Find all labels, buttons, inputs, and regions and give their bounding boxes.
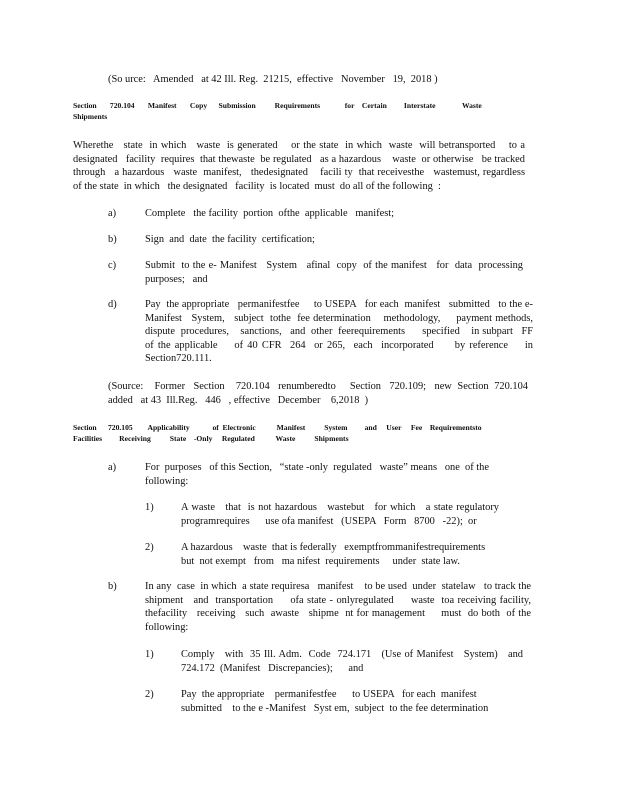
section-720-105-heading-line2: Facilities Receiving State -Only Regulated Waste Shipments	[73, 434, 349, 443]
item-a-text: For purposes of this Section, “state -only regulated waste” means one of the following:	[145, 462, 492, 487]
subitem-b1-text: Comply with 35 Ill. Adm. Code 724.171 (Use of Manifest System) and 724.172 (Manifest Discrepancies); and	[181, 649, 526, 674]
source-note-previous: (So urce: Amended at 42 Ill. Reg. 21215, effective November 19, 2018 )	[108, 74, 438, 85]
subitem-a2-text: A hazardous waste that is federally exemptfrommanifestrequirements but not exempt from ma nifest requirements under state law.	[181, 542, 488, 567]
section-720-104-heading-line1: Section 720.104 Manifest Copy Submission Requirements for Certain Interstate Waste	[73, 101, 482, 110]
section-720-105-heading-line1: Section 720.105 Applicability of Electronic Manifest System and User Fee Requirementsto	[73, 423, 482, 432]
item-b-text: Sign and date the facility certification;	[145, 234, 315, 245]
subitem-a1-text: A waste that is not hazardous wastebut for which a state regulatory programrequires use ofa manifest (USEPA Form 8700 -22); or	[181, 502, 502, 527]
item-b-text: In any case in which a state requiresa manifest to be used under statelaw to track the shipment and transportation ofa state - onlyregulated waste toa receiving facility, thefacility receiving such awaste shipme nt for management must do both of the following:	[145, 581, 537, 633]
subitem-b2-marker: 2)	[145, 689, 154, 700]
item-c-marker: c)	[108, 260, 117, 271]
item-a-marker: a)	[108, 462, 117, 473]
subitem-a1-marker: 1)	[145, 502, 154, 513]
subitem-b1-marker: 1)	[145, 649, 154, 660]
item-d-text: Pay the appropriate permanifestfee to USEPA for each manifest submitted to the e-Manifest System, subject tothe fee determination methodology, payment methods, dispute procedures, sanctions, and other feerequirements specified in subpart FF of the applicable of 40 CFR 264 or 265, each incorporated by reference in Section720.111.	[145, 299, 539, 365]
subitem-a2-marker: 2)	[145, 542, 154, 553]
item-c-text: Submit to the e- Manifest System afinal copy of the manifest for data processing purposes; and	[145, 260, 526, 285]
item-d-marker: d)	[108, 299, 117, 310]
item-a-marker: a)	[108, 208, 117, 219]
item-b-marker: b)	[108, 581, 117, 592]
item-b-marker: b)	[108, 234, 117, 245]
section-720-104-heading-line2: Shipments	[73, 112, 108, 121]
section-720-104-source-note: (Source: Former Section 720.104 renumberedto Section 720.109; new Section 720.104 added at 43 Ill.Reg. 446 , effective December 6,2018 )	[108, 381, 531, 406]
subitem-b2-text: Pay the appropriate permanifestfee to USEPA for each manifest submitted to the e -Manifest Syst em, subject to the fee determination	[181, 689, 489, 714]
item-a-text: Complete the facility portion ofthe applicable manifest;	[145, 208, 395, 219]
section-720-104-intro: Wherethe state in which waste is generated or the state in which waste will betransported to a designated facility requires that thewaste be regulated as a hazardous waste or otherwise be tracked through a hazardous waste manifest, thedesignated facili ty that receivesthe wastemust, regardless of the state in which the designated facility is located must do all of the following :	[73, 140, 533, 192]
